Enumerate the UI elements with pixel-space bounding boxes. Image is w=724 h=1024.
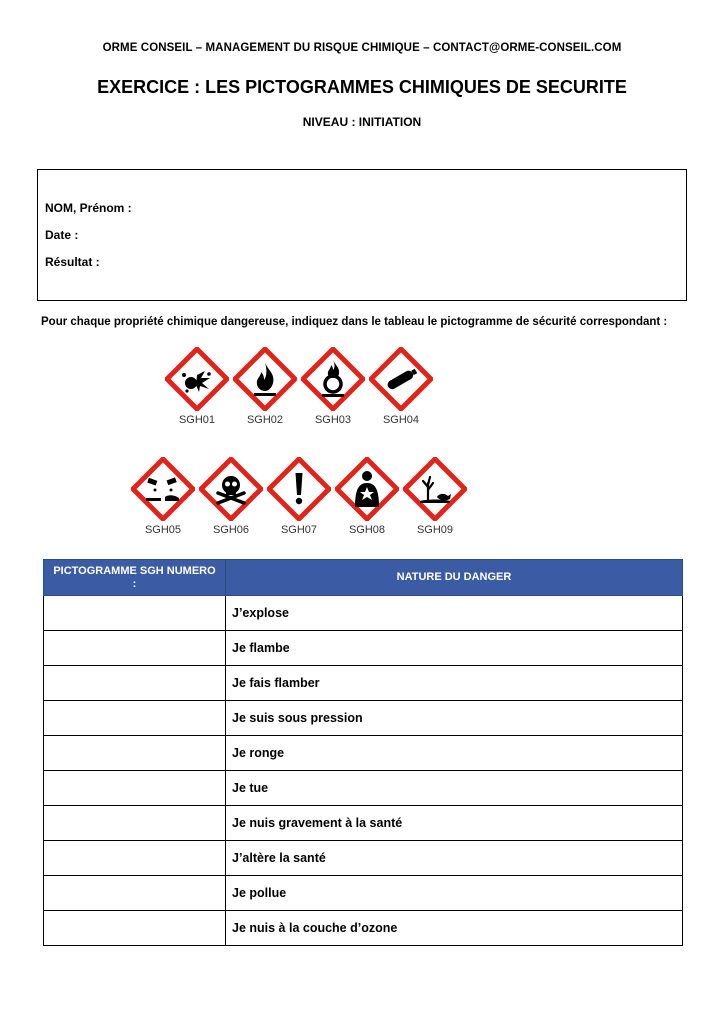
danger-cell: Je pollue: [226, 876, 683, 911]
answer-cell[interactable]: [44, 701, 226, 736]
danger-cell: J’explose: [226, 596, 683, 631]
answer-cell[interactable]: [44, 631, 226, 666]
danger-cell: Je ronge: [226, 736, 683, 771]
pictogram-sgh08: [334, 457, 400, 536]
gas-cylinder-icon: [369, 347, 433, 411]
table-header-row: [44, 560, 683, 596]
table-row: [44, 841, 683, 876]
danger-cell: Je nuis à la couche d’ozone: [226, 911, 683, 946]
pictogram-sgh03: [300, 347, 366, 426]
answer-cell[interactable]: [44, 876, 226, 911]
danger-cell: Je flambe: [226, 631, 683, 666]
danger-cell: Je nuis gravement à la santé: [226, 806, 683, 841]
table-row: [44, 911, 683, 946]
answer-cell[interactable]: [44, 666, 226, 701]
health-hazard-icon: [335, 457, 399, 521]
exploding-bomb-icon: [165, 347, 229, 411]
pictogram-code: SGH09: [416, 524, 454, 536]
instruction-text: Pour chaque propriété chimique dangereuse, indiquez dans le tableau le pictogramme de sécurité correspondant :: [41, 316, 668, 328]
pictogram-code: SGH06: [212, 524, 250, 536]
pictogram-sgh06: [198, 457, 264, 536]
table-row: [44, 596, 683, 631]
column-header-pictogram: PICTOGRAMME SGH NUMERO :: [44, 560, 226, 596]
danger-cell: J’altère la santé: [226, 841, 683, 876]
name-field-label[interactable]: NOM, Prénom :: [45, 201, 132, 215]
table-row: [44, 876, 683, 911]
table-row: [44, 736, 683, 771]
answer-cell[interactable]: [44, 771, 226, 806]
column-header-danger: NATURE DU DANGER: [226, 560, 683, 596]
level-label: NIVEAU : INITIATION: [302, 115, 422, 129]
table-row: [44, 771, 683, 806]
answer-table: [43, 559, 683, 946]
pictogram-sgh07: [266, 457, 332, 536]
flame-over-circle-icon: [301, 347, 365, 411]
student-info-box: [37, 169, 687, 301]
date-field-label[interactable]: Date :: [45, 228, 79, 242]
exclamation-mark-icon: [267, 457, 331, 521]
pictogram-code: SGH08: [348, 524, 386, 536]
answer-cell[interactable]: [44, 596, 226, 631]
page-title: EXERCICE : LES PICTOGRAMMES CHIMIQUES DE SECURITE: [97, 77, 627, 97]
pictogram-sgh02: [232, 347, 298, 426]
company-header: ORME CONSEIL – MANAGEMENT DU RISQUE CHIMIQUE – CONTACT@ORME-CONSEIL.COM: [102, 42, 622, 54]
pictogram-sgh01: [164, 347, 230, 426]
table-row: [44, 666, 683, 701]
answer-cell[interactable]: [44, 841, 226, 876]
skull-crossbones-icon: [199, 457, 263, 521]
pictogram-code: SGH03: [314, 414, 352, 426]
answer-cell[interactable]: [44, 911, 226, 946]
answer-cell[interactable]: [44, 806, 226, 841]
result-field-label[interactable]: Résultat :: [45, 255, 100, 269]
environment-icon: [403, 457, 467, 521]
pictogram-code: SGH01: [178, 414, 216, 426]
danger-cell: Je fais flamber: [226, 666, 683, 701]
table-row: [44, 631, 683, 666]
pictogram-sgh05: [130, 457, 196, 536]
danger-cell: Je tue: [226, 771, 683, 806]
pictogram-code: SGH07: [280, 524, 318, 536]
pictogram-sgh04: [368, 347, 434, 426]
pictogram-code: SGH04: [382, 414, 420, 426]
table-row: [44, 701, 683, 736]
answer-cell[interactable]: [44, 736, 226, 771]
pictogram-code: SGH05: [144, 524, 182, 536]
pictogram-sgh09: [402, 457, 468, 536]
table-row: [44, 806, 683, 841]
corrosion-icon: [131, 457, 195, 521]
danger-cell: Je suis sous pression: [226, 701, 683, 736]
pictogram-code: SGH02: [246, 414, 284, 426]
flame-icon: [233, 347, 297, 411]
